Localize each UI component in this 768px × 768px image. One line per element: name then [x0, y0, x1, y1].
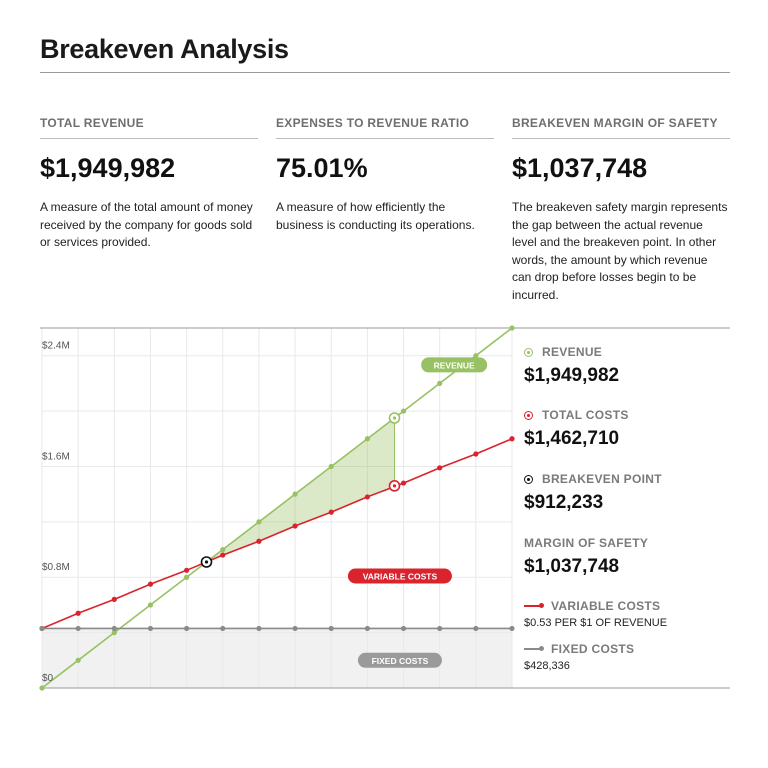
variable-costs-point — [112, 597, 117, 602]
fixed-costs-point — [365, 626, 370, 631]
fixed-costs-point — [112, 626, 117, 631]
kpi-label: EXPENSES TO REVENUE RATIO — [276, 116, 470, 130]
fixed-costs-point — [184, 626, 189, 631]
fixed-costs-point — [473, 626, 478, 631]
fixed-costs-point — [148, 626, 153, 631]
kpi-description: A measure of how efficiently the business is conducting its operations. — [276, 200, 475, 232]
revenue-point — [401, 408, 406, 413]
legend-variable-costs — [524, 599, 667, 629]
revenue-line-label: REVENUE — [433, 360, 475, 371]
legend-margin-of-safety — [524, 536, 648, 578]
y-tick-label: $2.4M — [42, 340, 70, 352]
legend-value: $1,037,748 — [524, 556, 620, 577]
legend-value: $1,462,710 — [524, 428, 620, 449]
y-tick-label: $0.8M — [42, 562, 70, 574]
legend-revenue — [524, 345, 619, 387]
revenue-point — [148, 602, 153, 607]
ring-icon — [524, 411, 533, 420]
legend-label: VARIABLE COSTS — [551, 599, 661, 613]
variable-costs-point — [365, 494, 370, 499]
variable-costs-point — [401, 480, 406, 485]
kpi-description: A measure of the total amount of money received by the company for goods sold or services provided. — [40, 200, 253, 249]
fixed-costs-point — [509, 626, 514, 631]
ring-icon — [524, 475, 533, 484]
revenue-point — [329, 464, 334, 469]
revenue-point — [509, 325, 514, 330]
revenue-point — [39, 685, 44, 690]
variable-costs-point — [256, 539, 261, 544]
fixed-costs-point — [220, 626, 225, 631]
variable-costs-point — [473, 451, 478, 456]
revenue-point — [184, 575, 189, 580]
variable-costs-point — [148, 582, 153, 587]
fixed-costs-point — [76, 626, 81, 631]
legend-label: BREAKEVEN POINT — [542, 472, 662, 486]
breakeven-marker-dot — [205, 560, 208, 563]
legend-value: $1,949,982 — [524, 365, 620, 386]
kpi-value: $1,949,982 — [40, 153, 176, 183]
fixed-costs-line-label: FIXED COSTS — [371, 655, 429, 666]
fixed-costs-point — [401, 626, 406, 631]
revenue-marker-dot — [393, 416, 396, 419]
variable-costs-point — [509, 436, 514, 441]
revenue-point — [76, 658, 81, 663]
variable-costs-point — [292, 523, 297, 528]
fixed-costs-point — [329, 626, 334, 631]
kpi-label: BREAKEVEN MARGIN OF SAFETY — [512, 116, 718, 130]
y-tick-label: $1.6M — [42, 451, 70, 463]
line-dot-icon — [524, 605, 542, 607]
kpi-value: $1,037,748 — [512, 153, 648, 183]
revenue-point — [256, 519, 261, 524]
legend-label: MARGIN OF SAFETY — [524, 536, 649, 550]
y-tick-label: $0 — [42, 673, 54, 684]
revenue-point — [292, 492, 297, 497]
revenue-point — [437, 381, 442, 386]
variable-costs-point — [437, 465, 442, 470]
revenue-point — [365, 436, 370, 441]
kpi-label: TOTAL REVENUE — [40, 116, 144, 130]
fixed-costs-point — [437, 626, 442, 631]
legend-fixed-costs — [524, 642, 634, 672]
fixed-costs-point — [39, 626, 44, 631]
page-title: Breakeven Analysis — [40, 34, 289, 64]
kpi-description: The breakeven safety margin represents the gap between the actual revenue level and the breakeven point. In other words, the amount by which revenue can drop before losses begin to be incurred. — [512, 200, 728, 302]
fixed-costs-point — [256, 626, 261, 631]
legend-label: FIXED COSTS — [551, 642, 635, 656]
legend-value: $912,233 — [524, 492, 604, 513]
variable-costs-point — [184, 568, 189, 573]
variable-costs-line-label: VARIABLE COSTS — [362, 571, 438, 582]
line-dot-icon — [524, 648, 542, 650]
legend-subtext: $428,336 — [524, 660, 570, 672]
kpi-value: 75.01% — [276, 153, 368, 183]
legend-label: REVENUE — [542, 345, 603, 359]
variable-costs-point — [220, 552, 225, 557]
variable-costs-point — [76, 611, 81, 616]
ring-icon — [524, 348, 533, 357]
legend-breakeven-point — [524, 472, 662, 514]
fixed-costs-point — [292, 626, 297, 631]
legend-label: TOTAL COSTS — [542, 408, 629, 422]
revenue-point — [220, 547, 225, 552]
legend-subtext: $0.53 PER $1 OF REVENUE — [524, 617, 668, 629]
legend-total-costs — [524, 408, 629, 450]
total-costs-marker-dot — [393, 484, 396, 487]
variable-costs-point — [329, 510, 334, 515]
